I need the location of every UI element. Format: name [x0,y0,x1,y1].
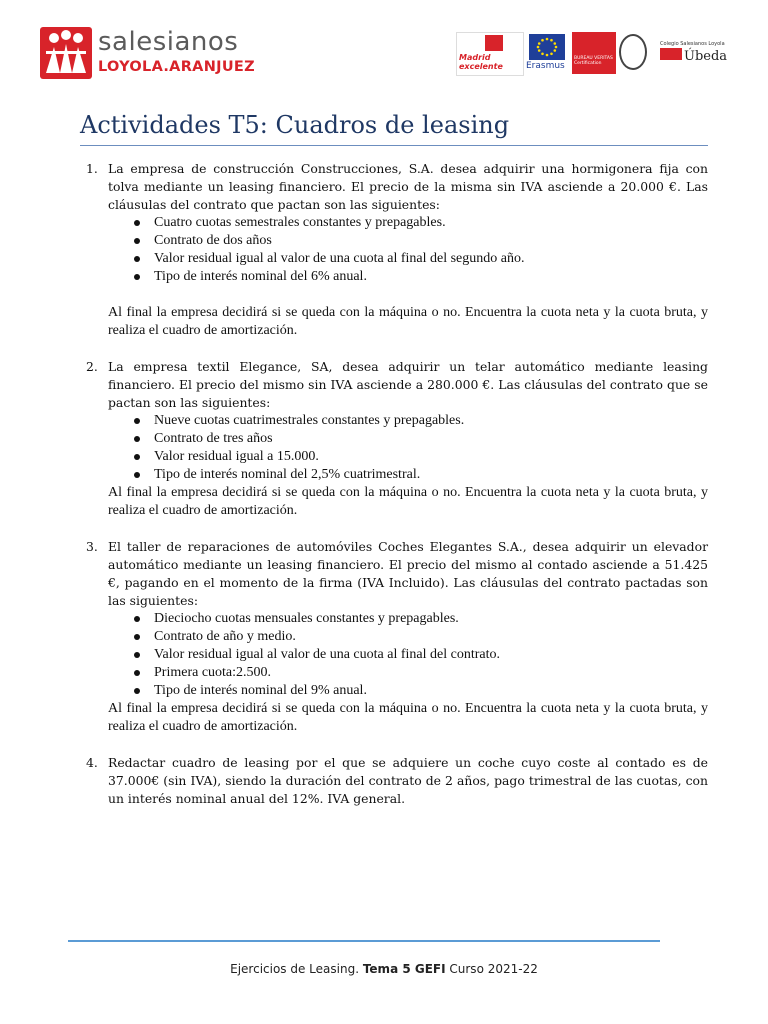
activity-statement: El taller de reparaciones de automóviles Coches Elegantes S.A., desea adquirir un elevador automático mediante un leasing financiero. El precio del mismo al contado asciende a 51.425 €, pagando en el momento de la firma (IVA Incluido). Las cláusulas del contrato pactadas son las siguientes: [108,539,708,608]
contract-clauses-list [108,610,708,700]
activity-item-1 [86,160,708,340]
title-divider [80,145,708,146]
page-header [0,0,768,90]
salesianos-logo [40,27,255,79]
activity-statement: Redactar cuadro de leasing por el que se adquiere un coche cuyo coste al contado es de 37.000€ (sin IVA), siendo la duración del contrato de 2 años, pago trimestral de las cuotas, con un interés nominal anual del 12%. IVA general. [108,755,708,806]
erasmus-logo [526,32,568,74]
list-item: Primera cuota:2.500. [128,664,708,682]
list-item: Tipo de interés nominal del 2,5% cuatrimestral. [128,466,708,484]
logo-name: salesianos [98,27,239,57]
certification-seal-logo [619,32,649,74]
madrid-logo-text: Madrid excelente [459,53,503,71]
list-item: Valor residual igual al valor de una cuota al final del segundo año. [128,250,708,268]
ubeda-school-text: Colegio Salesianos Loyola [660,41,725,47]
activity-task: Al final la empresa decidirá si se queda con la máquina o no. Encuentra la cuota neta y la cuota bruta, y realiza el cuadro de amortización. [108,305,708,338]
activity-statement: La empresa de construcción Construcciones, S.A. desea adquirir una hormigonera fija con tolva mediante un leasing financiero. El precio de la misma sin IVA asciende a 20.000 €. Las cláusulas del contrato que pactan son las siguientes: [108,161,708,212]
activities-list [86,160,708,826]
madrid-excelente-logo [456,32,524,76]
activity-statement: La empresa textil Elegance, SA, desea adquirir un telar automático mediante leasing financiero. El precio del mismo sin IVA asciende a 280.000 €. Las cláusulas del contrato que se pactan son las siguientes: [108,359,708,410]
list-item: Contrato de tres años [128,430,708,448]
footer-prefix: Ejercicios de Leasing. [230,962,363,976]
eu-flag-icon [529,34,565,60]
bureau-veritas-text: BUREAU VERITAS Certification [574,56,613,66]
page-footer [0,962,768,976]
seal-icon [619,34,647,70]
ubeda-name-text: Úbeda [684,49,728,64]
activity-task: Al final la empresa decidirá si se queda con la máquina o no. Encuentra la cuota neta y la cuota bruta, y realiza el cuadro de amortización. [108,701,708,734]
list-item: Cuatro cuotas semestrales constantes y prepagables. [128,214,708,232]
list-item: Dieciocho cuotas mensuales constantes y prepagables. [128,610,708,628]
madrid-flag-icon [485,35,503,51]
salesianos-logo-icon [40,27,92,79]
ubeda-emblem-icon [660,48,682,60]
page-title: Actividades T5: Cuadros de leasing [80,111,510,139]
list-item: Contrato de dos años [128,232,708,250]
activity-task: Al final la empresa decidirá si se queda con la máquina o no. Encuentra la cuota neta y la cuota bruta, y realiza el cuadro de amortización. [108,485,708,518]
activity-number: 1. [86,161,98,176]
erasmus-text: Erasmus [526,61,565,71]
ubeda-school-logo [656,32,728,74]
partner-logos [456,32,728,74]
activity-item-3 [86,538,708,736]
activity-item-2 [86,358,708,520]
list-item: Tipo de interés nominal del 9% anual. [128,682,708,700]
activity-number: 3. [86,539,98,554]
list-item: Valor residual igual al valor de una cuota al final del contrato. [128,646,708,664]
list-item: Valor residual igual a 15.000. [128,448,708,466]
activity-number: 4. [86,755,98,770]
list-item: Nueve cuotas cuatrimestrales constantes y prepagables. [128,412,708,430]
contract-clauses-list [108,412,708,484]
footer-subject: Tema 5 GEFI [362,962,446,976]
footer-course: Curso 2021-22 [445,962,538,976]
list-item: Tipo de interés nominal del 6% anual. [128,268,708,286]
bureau-veritas-logo [572,32,616,74]
list-item: Contrato de año y medio. [128,628,708,646]
logo-subtitle: LOYOLA.ARANJUEZ [98,59,255,75]
footer-divider [68,940,660,942]
activity-item-4 [86,754,708,808]
contract-clauses-list [108,214,708,286]
activity-number: 2. [86,359,98,374]
